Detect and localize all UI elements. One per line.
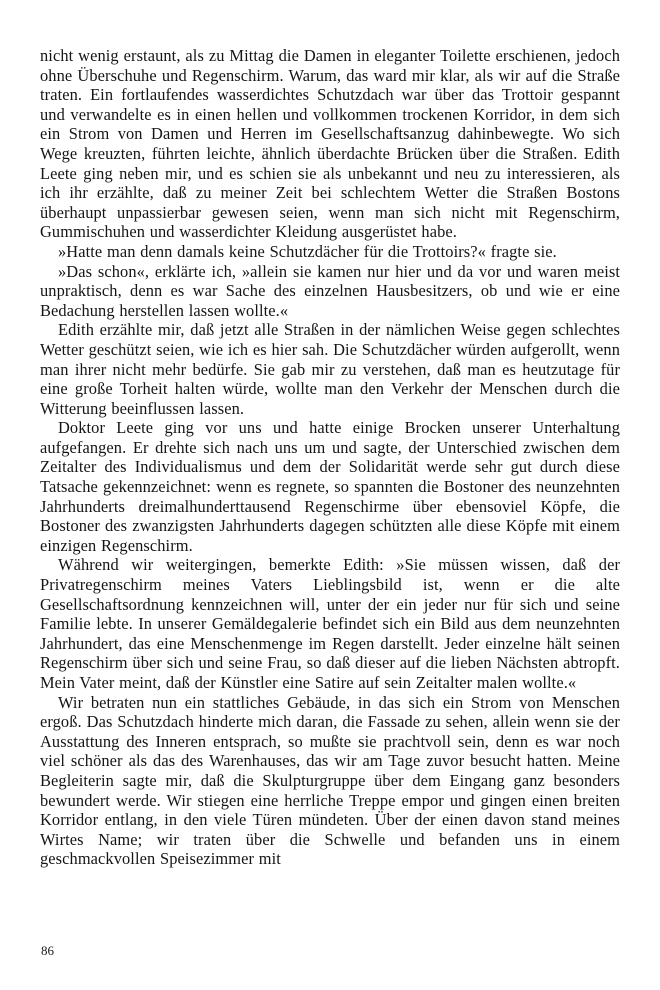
body-text: [40, 46, 620, 869]
paragraph: »Das schon«, erklärte ich, »allein sie kamen nur hier und da vor und waren meist unpraktisch, denn es war Sache des einzelnen Hausbesitzers, ob und wie er eine Bedachung herstellen lassen wollte.«: [40, 261, 620, 320]
paragraph-continuation: nicht wenig erstaunt, als zu Mittag die Damen in eleganter Toilette erschienen, jedoch ohne Überschuhe und Regenschirm. Warum, das ward mir klar, als wir auf die Straße traten. Ein fortlaufendes wasserdichtes Schutzdach war über das Trottoir gespannt und verwandelte es in einen hellen und vollkommen trockenen Korridor, in dem sich ein Strom von Damen und Herren im Gesellschaftsanzug dahinbewegte. Wo sich Wege kreuzten, führten leichte, ähnlich überdachte Brücken über die Straßen. Edith Leete ging neben mir, und es schien sie als unbekannt und neu zu interessieren, als ich ihr erzählte, daß zu meiner Zeit bei schlechtem Wetter die Straßen Bostons überhaupt unpassierbar gewesen seien, wenn man sich nicht mit Regenschirm, Gummischuhen und wasserdichter Kleidung ausgerüstet habe.: [40, 46, 620, 242]
paragraph: »Hatte man denn damals keine Schutzdächer für die Trottoirs?« fragte sie.: [58, 241, 557, 261]
paragraph: Während wir weitergingen, bemerkte Edith: »Sie müssen wissen, daß der Privatregenschirm meines Vaters Lieblingsbild ist, wenn er die alte Gesellschaftsordnung kennzeichnen will, unter der ein jeder nur für sich und seine Familie lebte. In unserer Gemäldegalerie befindet sich ein Bild aus dem neunzehnten Jahrhundert, das eine Menschenmenge im Regen darstellt. Jeder einzelne hält seinen Regenschirm über sich und seine Frau, so daß dieser auf die lieben Nächsten abtropft. Mein Vater meint, daß der Künstler eine Satire auf sein Zeitalter malen wollte.«: [40, 555, 620, 692]
paragraph: Wir betraten nun ein stattliches Gebäude, in das sich ein Strom von Menschen ergoß. Das Schutzdach hinderte mich daran, die Fassade zu sehen, allein wenn sie der Ausstattung des Inneren entsprach, so mußte sie prachtvoll sein, denn es war noch viel schöner als das des Warenhauses, das wir am Tage zuvor besucht hatten. Meine Begleiterin sagte mir, daß die Skulpturgruppe über dem Eingang ganz besonders bewundert werde. Wir stiegen eine herrliche Treppe empor und gingen einen breiten Korridor entlang, in den viele Türen mündeten. Über der einen davon stand meines Wirtes Name; wir traten über die Schwelle und befanden uns in einem geschmackvollen Speisezimmer mit: [40, 692, 620, 869]
paragraph: Edith erzählte mir, daß jetzt alle Straßen in der nämlichen Weise gegen schlechtes Wetter geschützt seien, wie ich es hier sah. Die Schutzdächer würden aufgerollt, wenn man ihrer nicht mehr bedürfe. Sie gab mir zu verstehen, daß man es heutzutage für eine große Torheit halten würde, wollte man den Verkehr der Menschen durch die Witterung beeinflussen lassen.: [40, 320, 620, 418]
paragraph: Doktor Leete ging vor uns und hatte einige Brocken unserer Unterhaltung aufgefangen. Er drehte sich nach uns um und sagte, der Unterschied zwischen dem Zeitalter des Individualismus und dem der Solidarität werde sehr gut durch diese Tatsache gekennzeichnet: wenn es regnete, so spannten die Bostoner des neunzehnten Jahrhunderts dreimalhunderttausend Regenschirme über ebensoviel Köpfe, die Bostoner des zwanzigsten Jahrhunderts dagegen schützten alle diese Köpfe mit einem einzigen Regenschirm.: [40, 418, 620, 555]
page-number: 86: [41, 943, 54, 958]
